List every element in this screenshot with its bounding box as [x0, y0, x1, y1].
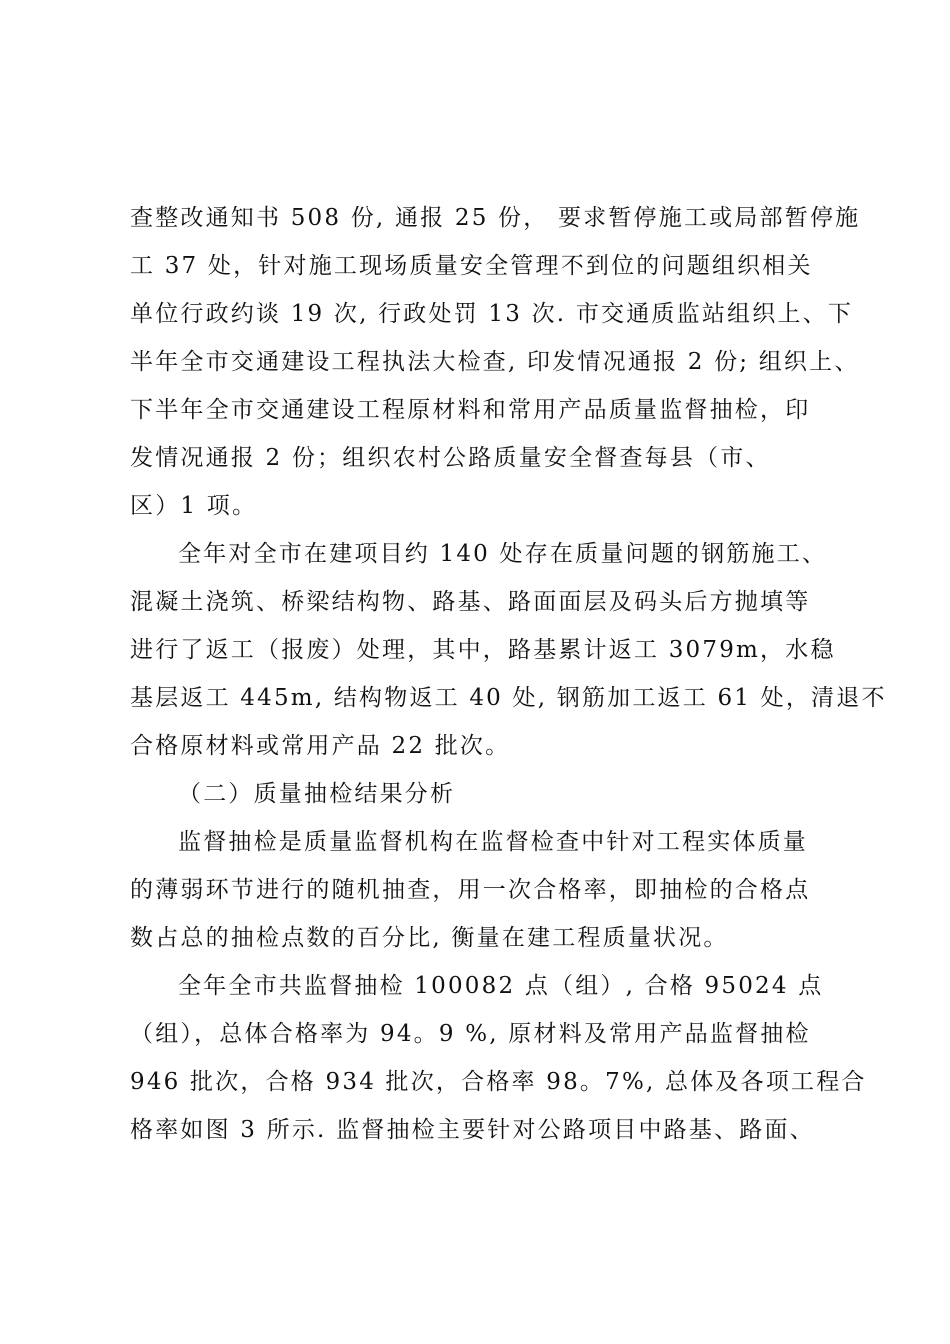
body-text-line: 的薄弱环节进行的随机抽查，用一次合格率，即抽检的合格点 — [130, 877, 811, 903]
body-text-line: 946 批次，合格 934 批次，合格率 98。7%, 总体及各项工程合 — [130, 1069, 867, 1095]
body-text-line: （组），总体合格率为 94。9 %, 原材料及常用产品监督抽检 — [130, 1021, 811, 1047]
body-text-line: 格率如图 3 所示. 监督抽检主要针对公路项目中路基、路面、 — [130, 1117, 815, 1143]
body-text-line: 工 37 处，针对施工现场质量安全管理不到位的问题组织相关 — [130, 253, 813, 279]
body-text-line: 半年全市交通建设工程执法大检查, 印发情况通报 2 份; 组织上、 — [130, 349, 860, 375]
body-text-line: 下半年全市交通建设工程原材料和常用产品质量监督抽检，印 — [130, 397, 811, 423]
paragraph-first-line: 监督抽检是质量监督机构在监督检查中针对工程实体质量 — [178, 829, 808, 855]
body-text-line: 进行了返工（报废）处理，其中，路基累计返工 3079m，水稳 — [130, 637, 836, 663]
body-text-line: 发情况通报 2 份；组织农村公路质量安全督查每县（市、 — [130, 445, 771, 471]
body-text-line: 单位行政约谈 19 次, 行政处罚 13 次. 市交通质监站组织上、下 — [130, 301, 854, 327]
paragraph-first-line: 全年对全市在建项目约 140 处存在质量问题的钢筋施工、 — [178, 541, 828, 567]
body-text-line: 合格原材料或常用产品 22 批次。 — [130, 733, 511, 759]
body-text-line: 查整改通知书 508 份, 通报 25 份， 要求暂停施工或局部暂停施 — [130, 205, 861, 231]
body-text-line: 数占总的抽检点数的百分比, 衡量在建工程质量状况。 — [130, 925, 729, 951]
body-text-line: 混凝土浇筑、桥梁结构物、路基、路面面层及码头后方抛填等 — [130, 589, 811, 615]
body-text-line: 区）1 项。 — [130, 493, 258, 519]
section-heading: （二）质量抽检结果分析 — [178, 781, 456, 807]
body-text-line: 基层返工 445m, 结构物返工 40 处, 钢筋加工返工 61 处，清退不 — [130, 685, 887, 711]
paragraph-first-line: 全年全市共监督抽检 100082 点（组）, 合格 95024 点 — [178, 973, 824, 999]
